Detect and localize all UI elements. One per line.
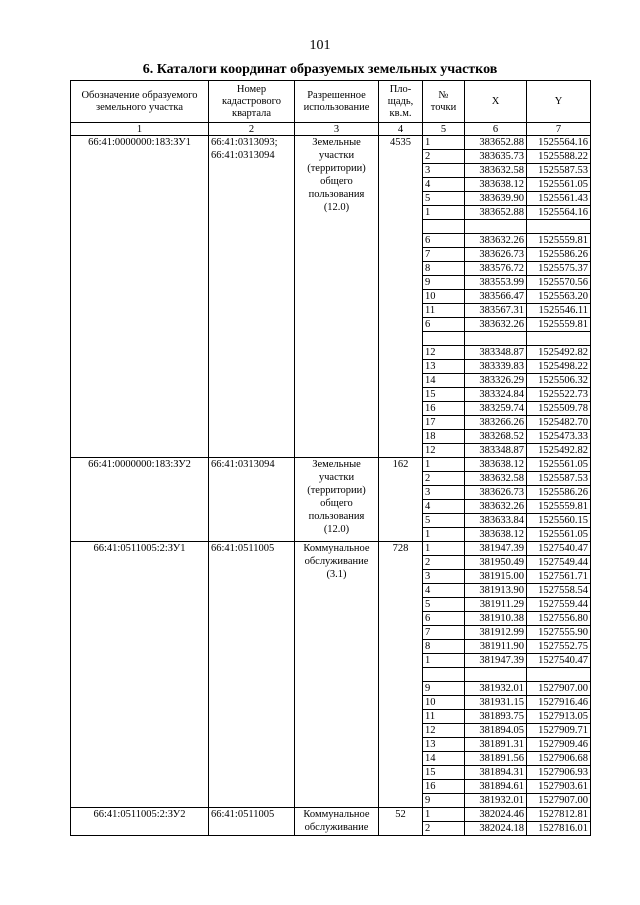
point-number: 8 [423,262,465,276]
coordinate-x: 381891.56 [465,752,527,766]
header-area: Пло-щадь, кв.м. [379,81,423,123]
point-number: 16 [423,780,465,794]
coordinate-y: 1525564.16 [527,136,591,150]
coordinate-x: 381913.90 [465,584,527,598]
coordinate-y: 1525586.26 [527,486,591,500]
point-number: 5 [423,192,465,206]
header-point-number: № точки [423,81,465,123]
coordinate-y: 1525473.33 [527,430,591,444]
coordinate-x: 383632.26 [465,318,527,332]
point-number: 6 [423,318,465,332]
coordinate-x: 383639.90 [465,192,527,206]
coordinates-catalog-table [70,80,591,836]
coordinate-y: 1525546.11 [527,304,591,318]
coordinate-y: 1525575.37 [527,262,591,276]
point-number: 1 [423,136,465,150]
coordinate-y: 1525506.32 [527,374,591,388]
point-number: 5 [423,514,465,528]
point-number: 2 [423,150,465,164]
permitted-use: Коммунальное обслуживание [295,808,379,836]
point-number: 10 [423,696,465,710]
column-number-row [71,123,591,136]
header-y: Y [527,81,591,123]
parcel-area: 728 [379,542,423,808]
point-number: 12 [423,724,465,738]
coordinate-y: 1527909.71 [527,724,591,738]
cadastral-quarter: 66:41:0313094 [209,458,295,542]
point-number: 2 [423,472,465,486]
coordinate-y: 1527561.71 [527,570,591,584]
point-number: 9 [423,682,465,696]
coordinate-y: 1525509.78 [527,402,591,416]
coordinate-x: 383652.88 [465,136,527,150]
coordinate-y: 1525559.81 [527,318,591,332]
column-number: 6 [465,123,527,136]
point-number: 3 [423,486,465,500]
table-row [71,136,591,150]
coordinate-x [465,668,527,682]
coordinate-y: 1527913.05 [527,710,591,724]
coordinate-x: 383326.29 [465,374,527,388]
coordinate-x: 381894.31 [465,766,527,780]
document-title: 6. Каталоги координат образуемых земельных участков [142,62,498,77]
coordinate-x: 381912.99 [465,626,527,640]
coordinate-y: 1527559.44 [527,598,591,612]
point-number: 2 [423,556,465,570]
point-number: 1 [423,654,465,668]
coordinate-y: 1525587.53 [527,164,591,178]
coordinate-y: 1527540.47 [527,542,591,556]
coordinate-y: 1525587.53 [527,472,591,486]
coordinate-y: 1527540.47 [527,654,591,668]
point-number: 13 [423,360,465,374]
coordinate-x [465,332,527,346]
point-number: 6 [423,612,465,626]
point-number [423,220,465,234]
coordinate-x: 382024.46 [465,808,527,822]
coordinate-y: 1527907.00 [527,794,591,808]
coordinate-x: 383638.12 [465,178,527,192]
coordinate-y: 1525561.05 [527,528,591,542]
page-number: 101 [309,38,331,53]
point-number: 2 [423,822,465,836]
point-number [423,668,465,682]
cadastral-quarter: 66:41:0511005 [209,542,295,808]
coordinate-x: 383339.83 [465,360,527,374]
point-number: 12 [423,444,465,458]
coordinate-x: 383632.58 [465,164,527,178]
header-cadastral-quarter: Номер кадастрового квартала [209,81,295,123]
coordinate-y: 1525586.26 [527,248,591,262]
point-number [423,332,465,346]
coordinate-y: 1525560.15 [527,514,591,528]
column-number: 2 [209,123,295,136]
point-number: 1 [423,458,465,472]
coordinate-x: 383633.84 [465,514,527,528]
column-number: 1 [71,123,209,136]
coordinate-y: 1527816.01 [527,822,591,836]
coordinate-x: 381947.39 [465,542,527,556]
coordinate-y: 1527903.61 [527,780,591,794]
header-row [71,81,591,123]
coordinate-y: 1525498.22 [527,360,591,374]
coordinate-x: 383638.12 [465,528,527,542]
coordinate-y: 1525559.81 [527,234,591,248]
parcel-id: 66:41:0000000:183:ЗУ2 [71,458,209,542]
header-x: X [465,81,527,123]
coordinate-y: 1527906.68 [527,752,591,766]
table-row [71,458,591,472]
coordinate-x: 381891.31 [465,738,527,752]
point-number: 4 [423,178,465,192]
point-number: 11 [423,710,465,724]
coordinate-x: 381950.49 [465,556,527,570]
coordinate-y: 1525559.81 [527,500,591,514]
coordinate-y: 1525563.20 [527,290,591,304]
table-row [71,808,591,822]
parcel-area: 162 [379,458,423,542]
coordinate-x: 383553.99 [465,276,527,290]
point-number: 14 [423,752,465,766]
header-permitted-use: Разрешенное использование [295,81,379,123]
coordinate-x: 381894.61 [465,780,527,794]
point-number: 3 [423,570,465,584]
parcel-id: 66:41:0511005:2:ЗУ1 [71,542,209,808]
table-row [71,542,591,556]
coordinate-y [527,220,591,234]
coordinate-x: 383348.87 [465,444,527,458]
column-number: 4 [379,123,423,136]
point-number: 13 [423,738,465,752]
point-number: 18 [423,430,465,444]
point-number: 10 [423,290,465,304]
coordinate-y: 1525561.05 [527,178,591,192]
coordinate-y: 1527812.81 [527,808,591,822]
coordinate-x: 381947.39 [465,654,527,668]
column-number: 7 [527,123,591,136]
coordinate-y: 1525561.43 [527,192,591,206]
parcel-area: 4535 [379,136,423,458]
coordinate-y: 1527558.54 [527,584,591,598]
coordinate-x: 383348.87 [465,346,527,360]
coordinate-x: 383635.73 [465,150,527,164]
coordinate-y: 1527906.93 [527,766,591,780]
coordinate-x: 383626.73 [465,248,527,262]
cadastral-quarter: 66:41:0313093; 66:41:0313094 [209,136,295,458]
coordinate-x: 381932.01 [465,794,527,808]
column-number: 5 [423,123,465,136]
coordinate-x: 381893.75 [465,710,527,724]
point-number: 6 [423,234,465,248]
point-number: 16 [423,402,465,416]
point-number: 15 [423,766,465,780]
coordinate-y: 1525492.82 [527,444,591,458]
point-number: 12 [423,346,465,360]
coordinate-y: 1527552.75 [527,640,591,654]
point-number: 1 [423,542,465,556]
point-number: 1 [423,808,465,822]
point-number: 7 [423,248,465,262]
coordinate-x: 381911.29 [465,598,527,612]
point-number: 3 [423,164,465,178]
coordinate-x: 383652.88 [465,206,527,220]
coordinate-x: 383566.47 [465,290,527,304]
coordinate-x: 383632.26 [465,500,527,514]
coordinate-y [527,332,591,346]
coordinate-x: 383632.26 [465,234,527,248]
coordinate-y: 1525588.22 [527,150,591,164]
coordinate-y: 1525570.56 [527,276,591,290]
point-number: 1 [423,206,465,220]
coordinate-x: 383626.73 [465,486,527,500]
column-number: 3 [295,123,379,136]
coordinate-x: 381910.38 [465,612,527,626]
coordinate-x: 383576.72 [465,262,527,276]
coordinate-x: 383324.84 [465,388,527,402]
point-number: 9 [423,794,465,808]
point-number: 4 [423,500,465,514]
coordinate-x: 381931.15 [465,696,527,710]
permitted-use: Земельные участки (территории) общего пользования (12.0) [295,136,379,458]
coordinate-x: 383638.12 [465,458,527,472]
point-number: 7 [423,626,465,640]
point-number: 17 [423,416,465,430]
coordinate-y: 1525564.16 [527,206,591,220]
coordinate-y [527,668,591,682]
coordinate-x [465,220,527,234]
coordinate-x: 382024.18 [465,822,527,836]
permitted-use: Коммунальное обслуживание (3.1) [295,542,379,808]
point-number: 15 [423,388,465,402]
coordinate-y: 1527556.80 [527,612,591,626]
coordinate-x: 383567.31 [465,304,527,318]
coordinate-y: 1527907.00 [527,682,591,696]
catalog-body [71,136,591,836]
coordinate-y: 1525492.82 [527,346,591,360]
parcel-area: 52 [379,808,423,836]
point-number: 4 [423,584,465,598]
coordinate-x: 383632.58 [465,472,527,486]
parcel-id: 66:41:0000000:183:ЗУ1 [71,136,209,458]
point-number: 5 [423,598,465,612]
coordinate-y: 1525561.05 [527,458,591,472]
point-number: 9 [423,276,465,290]
coordinate-y: 1527916.46 [527,696,591,710]
coordinate-y: 1525522.73 [527,388,591,402]
cadastral-quarter: 66:41:0511005 [209,808,295,836]
point-number: 1 [423,528,465,542]
coordinate-x: 383268.52 [465,430,527,444]
coordinate-y: 1527909.46 [527,738,591,752]
parcel-id: 66:41:0511005:2:ЗУ2 [71,808,209,836]
point-number: 14 [423,374,465,388]
coordinate-y: 1527549.44 [527,556,591,570]
header-parcel-id: Обозначение образуемого земельного участка [71,81,209,123]
point-number: 11 [423,304,465,318]
permitted-use: Земельные участки (территории) общего пользования (12.0) [295,458,379,542]
coordinate-x: 381932.01 [465,682,527,696]
coordinate-x: 383266.26 [465,416,527,430]
coordinate-x: 383259.74 [465,402,527,416]
point-number: 8 [423,640,465,654]
coordinate-y: 1525482.70 [527,416,591,430]
coordinate-x: 381894.05 [465,724,527,738]
coordinate-x: 381915.00 [465,570,527,584]
coordinate-y: 1527555.90 [527,626,591,640]
coordinate-x: 381911.90 [465,640,527,654]
